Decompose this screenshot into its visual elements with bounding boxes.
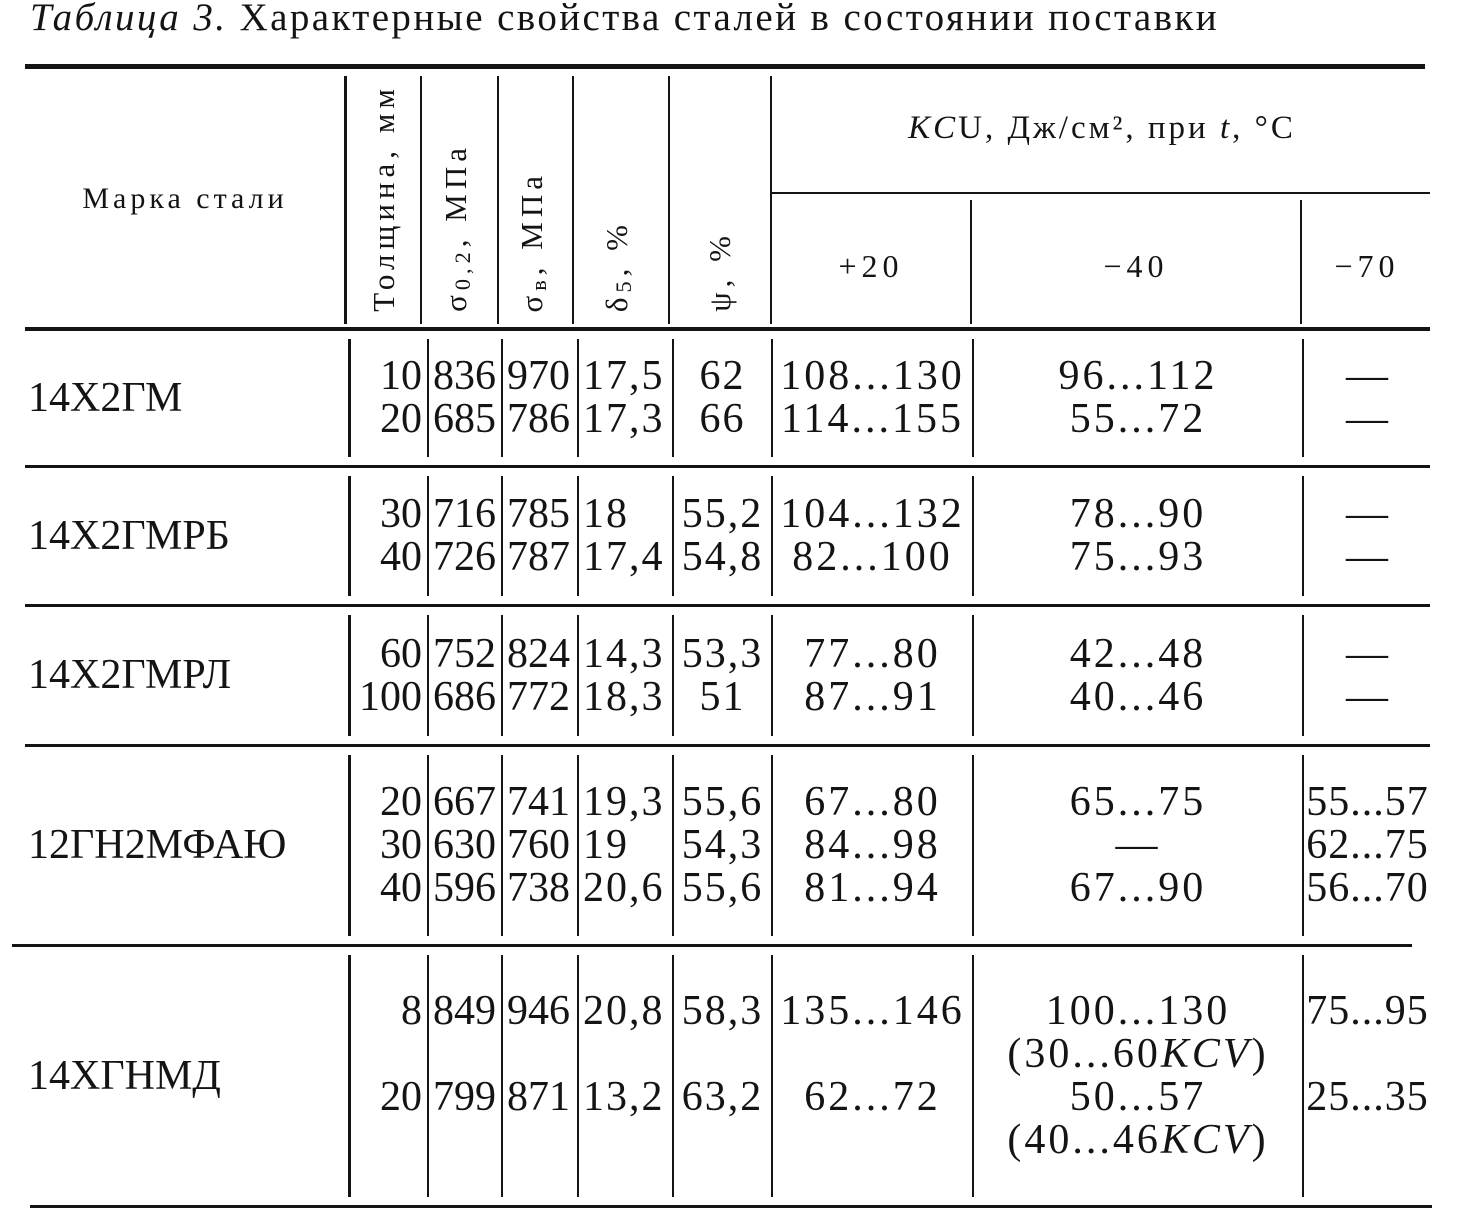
column-divider [771, 339, 773, 457]
kcu-minus70-cell: 75...95 [1306, 988, 1429, 1034]
yield-strength-cell: 799 [433, 1074, 496, 1120]
tensile-strength-cell: 772 [507, 673, 570, 720]
column-divider [1302, 615, 1304, 736]
kcu-plus20-cell: 108...130 [780, 353, 965, 399]
tensile-subscript: в [526, 274, 552, 291]
note-kcv-mark: KCV [1160, 1031, 1252, 1077]
kcu-minus40-cell: 50...57 [1069, 1074, 1207, 1120]
column-divider [501, 476, 503, 596]
column-divider [501, 615, 503, 736]
note-value: (30...60 [1007, 1031, 1161, 1077]
column-divider [577, 955, 579, 1197]
note-close: ) [1251, 1117, 1269, 1163]
thickness-cell: 20 [380, 779, 422, 825]
column-divider [348, 476, 351, 596]
column-divider [672, 339, 674, 457]
column-divider [577, 339, 579, 457]
reduction-of-area-cell: 53,3 [681, 630, 764, 677]
reduction-of-area-cell: 58,3 [681, 988, 764, 1034]
tensile-strength-cell: 946 [507, 988, 570, 1034]
steel-grade: 12ГН2МФАЮ [28, 822, 287, 868]
kcu-symbol-italic: KC [908, 109, 959, 146]
column-divider [427, 755, 429, 936]
yield-strength-cell: 630 [433, 822, 496, 868]
column-divider [972, 339, 974, 457]
column-divider [348, 955, 351, 1197]
elongation-subscript: 5 [611, 276, 637, 293]
kcu-minus40-cell: 42...48 [1069, 630, 1207, 677]
kcu-minus70-cell: — [1346, 396, 1389, 442]
column-divider [972, 755, 974, 936]
yield-strength-cell: 752 [433, 630, 496, 677]
column-divider [501, 955, 503, 1197]
column-divider [972, 955, 974, 1197]
column-divider [1302, 755, 1304, 936]
kcu-minus70-cell: 55...57 [1306, 779, 1429, 825]
kcu-plus20-cell: 77...80 [804, 630, 941, 677]
kcu-minus70-cell: 62...75 [1306, 822, 1429, 868]
tensile-strength-cell: 970 [507, 353, 570, 399]
yield-unit: , МПа [437, 143, 473, 248]
kcu-minus40-cell: 65...75 [1069, 779, 1207, 825]
yield-strength-cell: 596 [433, 865, 496, 911]
column-divider [771, 955, 773, 1197]
reduction-of-area-cell: 55,6 [681, 779, 764, 825]
kcu-minus70-cell: 56...70 [1306, 865, 1429, 911]
yield-strength-cell: 726 [433, 534, 496, 580]
column-divider [577, 755, 579, 936]
thickness-cell: 10 [380, 353, 422, 399]
temp-minus40-label: −40 [1103, 247, 1169, 284]
column-divider [1302, 339, 1304, 457]
steel-grade: 14Х2ГМ [28, 374, 183, 421]
kcu-minus40-cell: 40...46 [1069, 673, 1207, 720]
table-number: Таблица 3. [30, 0, 228, 39]
kcu-plus20-cell: 82...100 [792, 534, 953, 580]
elongation-cell: 20,6 [583, 865, 665, 911]
elongation-cell: 17,4 [583, 534, 665, 580]
kcu-minus40-cell: — [1115, 822, 1161, 868]
column-divider [1302, 476, 1304, 596]
kcu-temperature-var: t [1219, 109, 1233, 146]
column-divider [577, 615, 579, 736]
yield-strength-cell: 836 [433, 353, 496, 399]
column-divider [427, 955, 429, 1197]
tensile-strength-cell: 786 [507, 396, 570, 442]
tensile-strength-cell: 760 [507, 822, 570, 868]
reduction-of-area-cell: 54,3 [681, 822, 764, 868]
elongation-symbol: δ [599, 292, 635, 312]
temp-minus70-label: −70 [1334, 247, 1400, 284]
elongation-cell: 17,5 [583, 353, 665, 399]
thickness-cell: 40 [380, 534, 422, 580]
column-divider [771, 615, 773, 736]
thickness-cell: 100 [359, 673, 422, 720]
kcu-minus70-cell: — [1346, 630, 1389, 677]
column-divider [771, 755, 773, 936]
column-divider [348, 339, 351, 457]
reduction-of-area-cell: 54,8 [681, 534, 764, 580]
tensile-strength-cell: 738 [507, 865, 570, 911]
column-divider [427, 615, 429, 736]
kcu-degree-unit: , °C [1232, 109, 1296, 146]
reduction-of-area-cell: 51 [699, 673, 746, 720]
reduction-of-area-cell: 55,2 [681, 491, 764, 537]
yield-strength-cell: 849 [433, 988, 496, 1034]
tensile-strength-cell: 787 [507, 534, 570, 580]
kcu-symbol-unit: U, Дж/см², при [958, 109, 1220, 146]
kcu-minus70-cell: 25...35 [1306, 1074, 1429, 1120]
header-thickness-label: Толщина, мм [365, 84, 401, 312]
thickness-cell: 60 [380, 630, 422, 677]
kcu-minus70-cell: — [1346, 534, 1389, 580]
reduction-of-area-cell: 63,2 [681, 1074, 764, 1120]
kcu-plus20-cell: 84...98 [804, 822, 941, 868]
yield-strength-cell: 686 [433, 673, 496, 720]
reduction-of-area-cell: 66 [699, 396, 746, 442]
column-divider [427, 339, 429, 457]
note-close: ) [1251, 1031, 1269, 1077]
elongation-cell: 19 [583, 822, 629, 868]
kcu-minus40-note [973, 1033, 1303, 1076]
column-divider [1302, 955, 1304, 1197]
kcu-plus20-cell: 114...155 [781, 396, 964, 442]
column-divider [577, 476, 579, 596]
kcu-plus20-cell: 81...94 [804, 865, 941, 911]
kcu-plus20-cell: 135...146 [780, 988, 965, 1034]
column-divider [501, 755, 503, 936]
temp-plus20-label: +20 [838, 247, 904, 284]
steel-grade: 14Х2ГМРБ [28, 512, 230, 559]
column-divider [672, 755, 674, 936]
kcu-minus40-cell: 100...130 [1045, 988, 1231, 1034]
tensile-strength-cell: 824 [507, 630, 570, 677]
column-divider [672, 955, 674, 1197]
note-value: (40...46 [1007, 1117, 1161, 1163]
column-divider [672, 476, 674, 596]
elongation-cell: 20,8 [583, 988, 665, 1034]
steel-grade: 14Х2ГМРЛ [28, 652, 232, 698]
column-divider [348, 615, 351, 736]
elongation-cell: 13,2 [583, 1074, 665, 1120]
yield-symbol: σ [437, 290, 473, 312]
tensile-symbol: σ [513, 290, 549, 312]
yield-strength-cell: 685 [433, 396, 496, 442]
table-title: Характерные свойства сталей в состоянии поставки [239, 0, 1220, 39]
column-divider [972, 615, 974, 736]
kcu-plus20-cell: 67...80 [804, 779, 941, 825]
column-divider [771, 476, 773, 596]
kcu-minus70-cell: — [1346, 491, 1389, 537]
elongation-cell: 19,3 [583, 779, 665, 825]
kcu-minus40-cell: 78...90 [1069, 491, 1207, 537]
thickness-cell: 30 [380, 491, 422, 537]
elongation-cell: 17,3 [583, 396, 665, 442]
reduction-unit: , % [702, 231, 737, 288]
note-kcv-mark: KCV [1160, 1117, 1252, 1163]
column-divider [348, 755, 351, 936]
column-divider [427, 476, 429, 596]
kcu-plus20-cell: 62...72 [804, 1074, 941, 1120]
kcu-minus40-cell: 67...90 [1069, 865, 1207, 911]
reduction-symbol: ψ [702, 287, 737, 312]
thickness-cell: 20 [380, 1074, 422, 1120]
column-divider [972, 476, 974, 596]
elongation-cell: 18 [583, 491, 629, 537]
tensile-strength-cell: 785 [507, 491, 570, 537]
kcu-minus40-note [973, 1119, 1303, 1162]
tensile-strength-cell: 741 [507, 779, 570, 825]
header-steel-grade-label: Марка стали [82, 182, 288, 215]
kcu-plus20-cell: 87...91 [804, 673, 941, 720]
column-divider [672, 615, 674, 736]
kcu-minus70-cell: — [1346, 353, 1389, 399]
reduction-of-area-cell: 55,6 [681, 865, 764, 911]
column-divider [501, 339, 503, 457]
thickness-cell: 30 [380, 822, 422, 868]
elongation-unit: , % [599, 219, 635, 277]
elongation-cell: 14,3 [583, 630, 665, 677]
kcu-minus40-cell: 75...93 [1069, 534, 1207, 580]
kcu-minus40-cell: 55...72 [1069, 396, 1207, 442]
tensile-strength-cell: 871 [507, 1074, 570, 1120]
thickness-cell: 8 [401, 988, 422, 1034]
tensile-unit: , МПа [513, 170, 549, 275]
yield-strength-cell: 667 [433, 779, 496, 825]
steel-grade: 14ХГНМД [28, 1052, 221, 1099]
kcu-minus40-cell: 96...112 [1058, 353, 1218, 399]
yield-strength-cell: 716 [433, 491, 496, 537]
thickness-cell: 20 [380, 396, 422, 442]
reduction-of-area-cell: 62 [699, 353, 746, 399]
yield-subscript: 0,2 [450, 247, 476, 291]
thickness-cell: 40 [380, 865, 422, 911]
kcu-plus20-cell: 104...132 [780, 491, 965, 537]
elongation-cell: 18,3 [583, 673, 665, 720]
kcu-minus70-cell: — [1346, 673, 1389, 720]
